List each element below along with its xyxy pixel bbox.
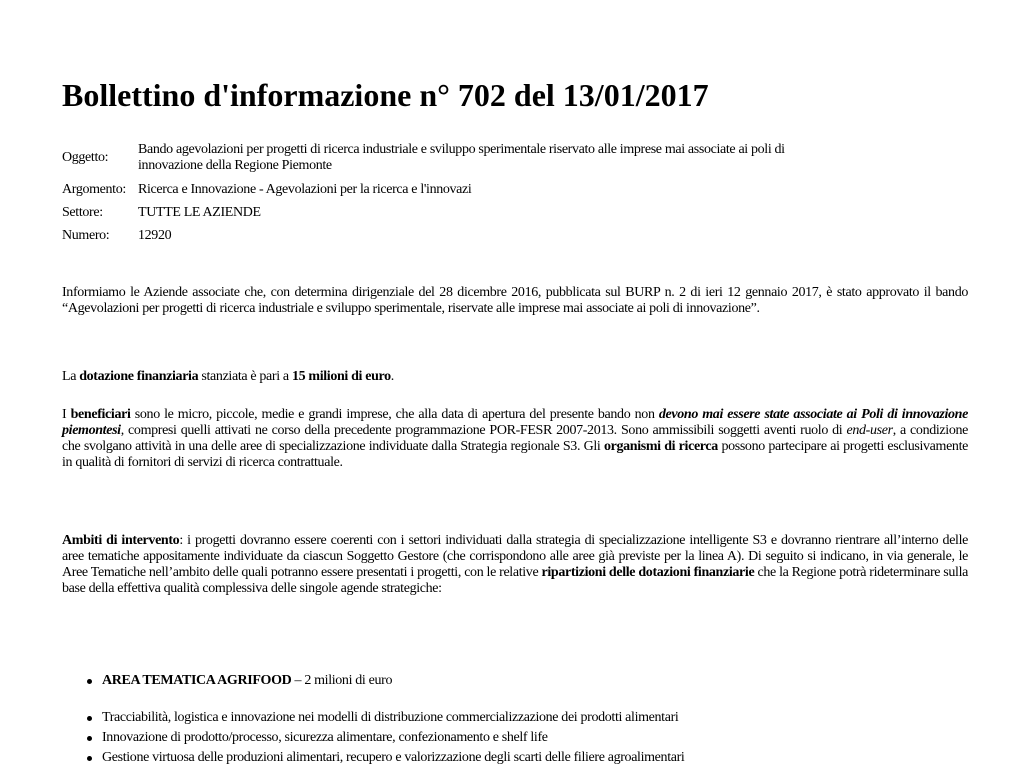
bold-text: beneficiari — [70, 407, 131, 422]
text: stanziata è pari a — [198, 369, 292, 384]
bold-text: organismi di ricerca — [603, 439, 718, 454]
text: , a condizione che svolgano attività in una delle aree di specializzazione individuate dalla Strategia regionale S3. Gli — [62, 423, 968, 454]
meta-label: Argomento: — [62, 181, 126, 197]
meta-value: Ricerca e Innovazione - Agevolazioni per la ricerca e l'innovazi — [138, 181, 472, 197]
text: che la Regione potrà rideterminare sulla base della effettiva qualità complessiva delle singole agende strategiche: — [62, 565, 969, 596]
meta-row-numero — [62, 224, 785, 247]
meta-value: 12920 — [138, 227, 172, 243]
area-list — [62, 673, 962, 689]
text: , compresi quelli attivati ne corso della precedente programmazione POR-FESR 2007-2013. Sono ammissibili soggetti aventi ruolo di — [120, 423, 847, 438]
area-name: AREA TEMATICA AGRIFOOD — [102, 673, 292, 688]
area-amount: – 2 milioni di euro — [291, 673, 393, 688]
text: sono le micro, piccole, medie e grandi imprese, che alla data di apertura del presente bando non — [130, 407, 659, 422]
list-item — [62, 673, 962, 689]
funding-paragraph — [62, 369, 968, 385]
meta-row-oggetto — [62, 138, 785, 178]
intro-paragraph: Informiamo le Aziende associate che, con determina dirigenziale del 28 dicembre 2016, pubblicata sul BURP n. 2 di ieri 12 gennaio 2017, è stato approvato il bando “Agevolazioni per progetti di ricerca industriale e sviluppo sperimentale, riservate alle imprese mai associate ai poli di innovazione”. — [62, 285, 968, 316]
meta-value: TUTTE LE AZIENDE — [138, 204, 261, 220]
topic-list — [62, 710, 962, 770]
meta-label: Numero: — [62, 227, 110, 243]
bold-italic-text: devono mai essere state associate ai Poli di innovazione piemontesi — [62, 407, 968, 438]
page-title: Bollettino d'informazione n° 702 del 13/01/2017 — [62, 77, 709, 113]
meta-value — [138, 138, 785, 178]
meta-label: Settore: — [62, 204, 103, 220]
list-item: Innovazione di prodotto/processo, sicurezza alimentare, confezionamento e shelf life — [62, 730, 962, 746]
scope-paragraph — [62, 533, 968, 597]
list-item: Tracciabilità, logistica e innovazione nei modelli di distribuzione commercializzazione dei prodotti alimentari — [62, 710, 962, 726]
meta-row-settore — [62, 201, 785, 224]
text: I — [62, 407, 71, 422]
italic-text: end-user — [846, 423, 893, 438]
meta-value-line: Bando agevolazioni per progetti di ricerca industriale e sviluppo sperimentale riservato alle imprese mai associate ai poli di — [138, 142, 785, 157]
bold-text: 15 milioni di euro — [291, 369, 391, 384]
meta-label: Oggetto: — [62, 150, 109, 165]
list-item: Gestione virtuosa delle produzioni alimentari, recupero e valorizzazione degli scarti delle filiere agroalimentari — [62, 750, 962, 766]
metadata-table — [62, 138, 785, 247]
text: : i progetti dovranno essere coerenti con i settori individuati dalla strategia di specializzazione intelligente S3 e dovranno rientrare all’interno delle aree tematiche appositamente individuate da ciascun Soggetto Gestore (che corrispondono alle aree già previste per la linea A). Di seguito si indicano, in via generale, le Aree Tematiche nell’ambito delle quali potranno essere presentati i progetti, con le relative — [62, 533, 969, 580]
text: La — [62, 369, 80, 384]
meta-row-argomento — [62, 178, 785, 201]
bold-text: dotazione finanziaria — [79, 369, 199, 384]
meta-value-line: innovazione della Regione Piemonte — [138, 158, 332, 173]
text: . — [390, 369, 394, 384]
bold-text: Ambiti di intervento — [62, 533, 180, 548]
bold-text: ripartizioni delle dotazioni finanziarie — [541, 565, 755, 580]
text: possono partecipare ai progetti esclusivamente in qualità di fornitori di servizi di ricerca contrattuale. — [62, 439, 968, 470]
beneficiaries-paragraph — [62, 407, 968, 471]
